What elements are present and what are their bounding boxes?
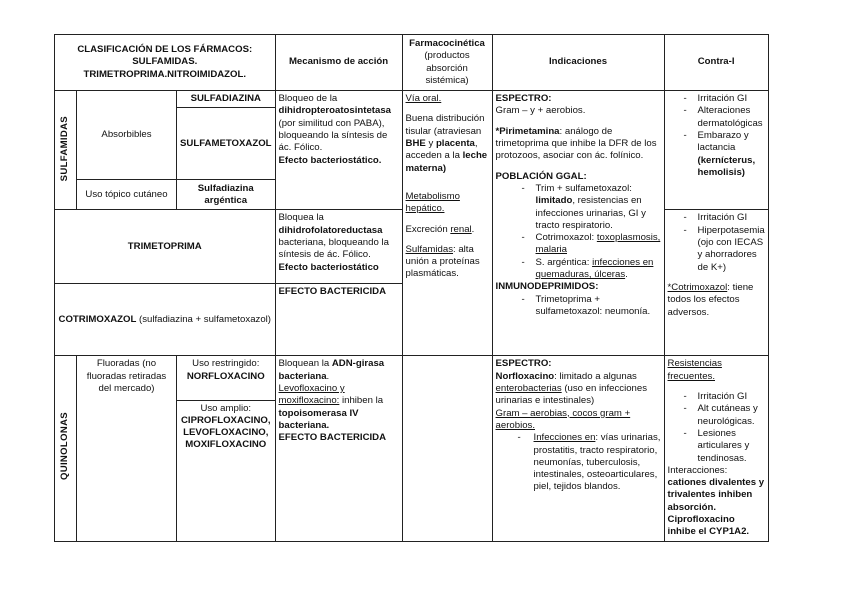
header-classification: CLASIFICACIÓN DE LOS FÁRMACOS: SULFAMIDAS. TRIMETROPRIMA.NITROIMIDAZOL. [55, 35, 276, 91]
sulfadiazina-argentica-label: Sulfadiazina argéntica [177, 180, 276, 210]
contra-list [668, 93, 765, 154]
contra-list [668, 212, 765, 273]
sulfadiazina-label: SULFADIAZINA [177, 91, 276, 108]
list-item: - Lesiones articulares y tendinosas. [668, 428, 765, 465]
ind-norfloxacino: Norfloxacino: limitado a algunas enterobacterias (uso en infecciones urinarias e intestinales) [495, 370, 647, 407]
sulfametoxazol-label: SULFAMETOXAZOL [177, 108, 276, 180]
sulfamidas-contra [664, 91, 768, 210]
uso-amplio: Uso amplio: CIPROFLOXACINO, LEVOFLOXACINO, MOXIFLOXACINO [177, 400, 276, 541]
pharmacokinetics-cell [402, 91, 492, 356]
ind-gram: Gram – y + aerobios. [495, 105, 586, 117]
header-pharmacokinetics [402, 35, 492, 91]
sulfamidas-indications [492, 91, 664, 356]
list-item: - Irritación GI [668, 391, 765, 403]
quinolonas-contra [664, 356, 768, 541]
ind-population-title: POBLACIÓN GGAL: [495, 170, 587, 182]
list-item: - Cotrimoxazol: toxoplasmosis, malaria [496, 232, 661, 257]
cotrimoxazol-mechanism: EFECTO BACTERICIDA [275, 284, 402, 356]
group-quinolonas: QUINOLONAS [55, 356, 77, 541]
uso-restringido: Uso restringido: NORFLOXACINO [177, 356, 276, 400]
trimetoprima-contra [664, 210, 768, 356]
contra-list [668, 391, 765, 465]
quinolonas-indications: ESPECTRO: Norfloxacino: limitado a algunas enterobacterias (uso en infecciones urinarias e intestinales) Gram – aerobias, cocos gram + aerobios. - Infecciones en: vías urinarias, prostatitis, tracto respiratorio, neumonías, tuberculosis, intestinales, osteoarticulares, piel, tejidos blandos. [492, 356, 664, 541]
pk-excretion: Excreción renal. [405, 223, 475, 235]
topico-label: Uso tópico cutáneo [77, 180, 177, 210]
trimetoprima-label: TRIMETOPRIMA [55, 210, 276, 284]
list-item: - Irritación GI [668, 212, 765, 224]
ind-population-list [496, 183, 661, 281]
header-indications: Indicaciones [492, 35, 664, 91]
ind-infections-list [496, 432, 661, 493]
mec-line3: (por similitud con PABA), bloqueando la síntesis de ác. Fólico. [278, 117, 388, 154]
list-item: - Hiperpotasemia (ojo con IECAS y ahorradores de K+) [668, 225, 765, 274]
ind-immuno-list [496, 294, 661, 319]
mec-line1: Bloqueo de la [278, 93, 338, 105]
sulfamidas-mechanism [275, 91, 402, 210]
fluoradas-label: Fluoradas (no fluoradas retiradas del mercado) [77, 356, 177, 541]
quinolonas-mechanism: Bloquean la ADN-girasa bacteriana. Levofloxacino y moxifloxacino: inhiben la topoisomerasa IV bacteriana. EFECTO BACTERICIDA [275, 356, 402, 541]
list-item: - Trim + sulfametoxazol: limitado, resistencias en infecciones urinarias, GI y tracto respiratorio. [496, 183, 661, 232]
list-item: - Alteraciones dermatológicas [668, 105, 765, 130]
mec-enzyme: dihidropteroatosintetasa [278, 105, 392, 117]
pk-via: Vía oral. [405, 93, 442, 105]
ind-pirimetamina: *Pirimetamina: análogo de trimetoprima que inhibe la DFR de los protozoos, asociar con ác. folínico. [495, 125, 657, 162]
list-item: - Irritación GI [668, 93, 765, 105]
header-pk-sub: (productos absorción sistémica) [424, 50, 470, 86]
header-pk-title: Farmacocinética [409, 38, 485, 49]
mec-effect: Efecto bacteriostático. [278, 154, 382, 166]
list-item: - Embarazo y lactancia [668, 130, 765, 155]
absorbibles-label: Absorbibles [77, 91, 177, 180]
list-item: - Infecciones en: vías urinarias, prostatitis, tracto respiratorio, neumonías, tuberculosis, intestinales, osteoarticulares, piel, tejidos blandos. [496, 432, 661, 493]
contra-resistencias: Resistencias frecuentes. [667, 358, 722, 382]
ind-spectrum-title: ESPECTRO: [495, 93, 552, 105]
header-mechanism: Mecanismo de acción [275, 35, 402, 91]
list-item: - Alt cutáneas y neurológicas. [668, 403, 765, 428]
ind-immuno-title: INMUNODEPRIMIDOS: [495, 281, 599, 293]
list-item: - Trimetoprima + sulfametoxazol: neumonía. [496, 294, 661, 319]
contra-cipro: Ciprofloxacino inhibe el CYP1A2. [667, 514, 750, 538]
pharmacology-table [54, 34, 769, 542]
contra-kern: (kernícterus, hemolisis) [697, 154, 756, 178]
contra-interacciones: Interacciones: cationes divalentes y trivalentes inhiben absorción. [667, 464, 765, 513]
pk-metabolism: Metabolismo hepático. [405, 190, 460, 215]
quinolonas-pk-empty [402, 356, 492, 541]
list-item: - S. argéntica: infecciones en quemaduras, úlceras. [496, 257, 661, 282]
trimetoprima-mechanism: Bloquea la dihidrofolatoreductasa bacteriana, bloqueando la síntesis de ác. Fólico. Efecto bacteriostático [275, 210, 402, 284]
pk-distribution: Buena distribución tisular (atraviesan BHE y placenta, acceden a la leche materna) [405, 113, 488, 174]
contra-cotrimoxazol: *Cotrimoxazol: tiene todos los efectos adversos. [667, 281, 754, 318]
ind-gram: Gram – aerobias, cocos gram + aerobios. [495, 407, 631, 431]
header-contraindications: Contra-I [664, 35, 768, 91]
group-sulfamidas: SULFAMIDAS [55, 91, 77, 210]
cotrimoxazol-label: COTRIMOXAZOL (sulfadiazina + sulfametoxazol) [55, 284, 276, 356]
pk-protein-binding: Sulfamidas: alta unión a proteínas plasmáticas. [405, 243, 480, 280]
